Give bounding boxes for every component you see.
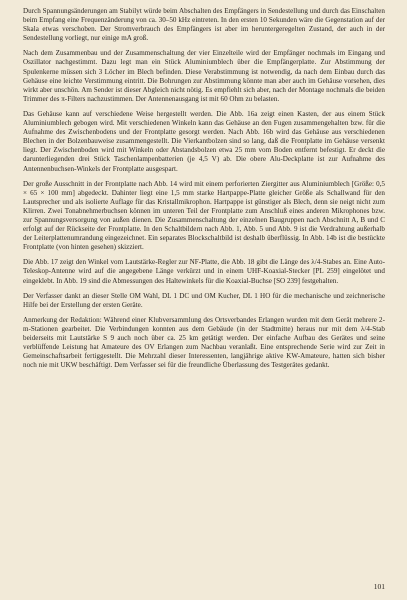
paragraph-acknowledgements: Der Verfasser dankt an dieser Stelle OM Wahl, DL 1 DC und OM Kucher, DL 1 HO für die mechanische und zeichnerische Hilfe bei der Erstellung der ersten Geräte. xyxy=(23,291,385,309)
page-number: 101 xyxy=(373,582,385,591)
paragraph-frequency-stability: Durch Spannungsänderungen am Stabilyt würde beim Abschalten des Empfängers in Sendestellung und durch das Einschalten beim Empfang eine Frequenzänderung von ca. 30–50 kHz eintreten. In den ersten 10 Sekunden wäre die Gegenstation auf der Skala etwas verschoben. Der Stromverbrauch des Empfängers ist aber im heruntergeregelten Zustand, der auch in der Sendestellung vorliegt, nur einige mA groß. xyxy=(23,7,385,43)
paragraph-front-panel: Der große Ausschnitt in der Frontplatte nach Abb. 14 wird mit einem perforierten Ziergitter aus Aluminiumblech [Größe: 0,5 × 65 × 100 mm] abgedeckt. Dahinter liegt eine 1,5 mm starke Hartpappe-Platte gleicher Größe als Schallwand für den Lautsprecher und als isolierte Auflage für das Kristallmikrophon. Hartpappe ist günstiger als Blech, denn sie neigt nicht zum Klirren. Zwei Tonabnehmerbuchsen können im unteren Teil der Frontplatte zum Anschluß eines anderen Mikrophones bzw. zur Spannungsversorgung von außen dienen. Die Zusammenschaltung der einzelnen Baugruppen nach Abschnitt A, B und C erfolgt auf der Rückseite der Frontplatte. In den Schaltbildern nach Abb. 1, Abb. 5 und Abb. 9 ist die Verdrahtung außerhalb der Leiterplattenumrandung eingezeichnet. Ein separates Blockschaltbild ist deshalb überflüssig. In Abb. 14b ist die bestückte Frontplatte (von hinten gesehen) skizziert. xyxy=(23,179,385,252)
paragraph-editorial-note: Anmerkung der Redaktion: Während einer Klubversammlung des Ortsverbandes Erlangen wurden mit dem Gerät mehrere 2-m-Stationen gearbeitet. Die Verbindungen konnten aus dem Gebäude (in der Stadtmitte) heraus nur mit dem λ/4-Stab beiderseits mit Lautstärke S 9 auch noch über ca. 25 km getätigt werden. Der einfache Aufbau des Gerätes und seine verblüffende Leistung hat Amateure des OV Erlangen zum Nachbau veranlaßt. Eine entsprechende Serie wird zur Zeit in Gemeinschaftsarbeit fertiggestellt. Die Mehrzahl dieser Interessenten, langjährige aktive KW-Amateure, hatten sich bisher noch nie mit UKW beschäftigt. Dem Verfasser sei für die freundliche Überlassung des Testgerätes gedankt. xyxy=(23,315,385,370)
paragraph-antenna-brackets: Die Abb. 17 zeigt den Winkel vom Lautstärke-Regler zur NF-Platte, die Abb. 18 gibt die Länge des λ/4-Stabes an. Eine Auto-Teleskop-Antenne wird auf die angegebene Länge verkürzt und in einem UHF-Koaxial-Stecker [PL 259] eingelötet und eingeklebt. In Abb. 19 sind die Abmessungen des Haltewinkels für die Koaxial-Buchse [SO 239] festgehalten. xyxy=(23,258,385,285)
paragraph-housing: Das Gehäuse kann auf verschiedene Weise hergestellt werden. Die Abb. 16a zeigt einen Kasten, der aus einem Stück Aluminiumblech gebogen wird. Mit verschiedenen Winkeln kann das Gehäuse an den Fugen zusammengehalten bzw. für die Aufnahme des Zwischenbodens und der Frontplatte gesorgt werden. Nach Abb. 16b wird das Gehäuse aus verschiedenen Blechen in der Bolzenbauweise zusammengestellt. Die Vierkantbolzen sind so lang, daß die Frontplatte im Gehäuse versenkt liegt. Der Zwischenboden wird mit Winkeln oder Abstandsbolzen etwa 25 mm vom Boden entfernt befestigt. Er deckt die darunterliegenden drei Stück Taschenlampenbatterien (je 4,5 V) ab. Die obere Alu-Deckplatte ist zur Aufnahme des Antennenbuchsen-Winkels der Frontplatte ausgespart. xyxy=(23,109,385,173)
paragraph-assembly-tuning: Nach dem Zusammenbau und der Zusammenschaltung der vier Einzelteile wird der Empfänger nochmals im Eingang und Oszillator nachgestimmt. Dazu legt man ein Stück Aluminiumblech über die Empfängerplatte. Zur Abstimmung der Spulenkerne müssen sich 3 Löcher im Blech befinden. Diese Verabstimmung ist notwendig, da nach dem Einbau durch das Gehäuse eine leichte Verstimmung eintritt. Die Bohrungen zur Abstimmung könnte man aber auch im Gehäuse vorsehen, dies wirkt aber unschön. Am Sender ist dieser Abgleich nicht nötig. Es empfiehlt sich aber, nach der Montage nochmals die beiden Trimmer des π-Filters nachzustimmen. Der Antennenausgang ist mit 60 Ohm zu belasten. xyxy=(23,49,385,103)
